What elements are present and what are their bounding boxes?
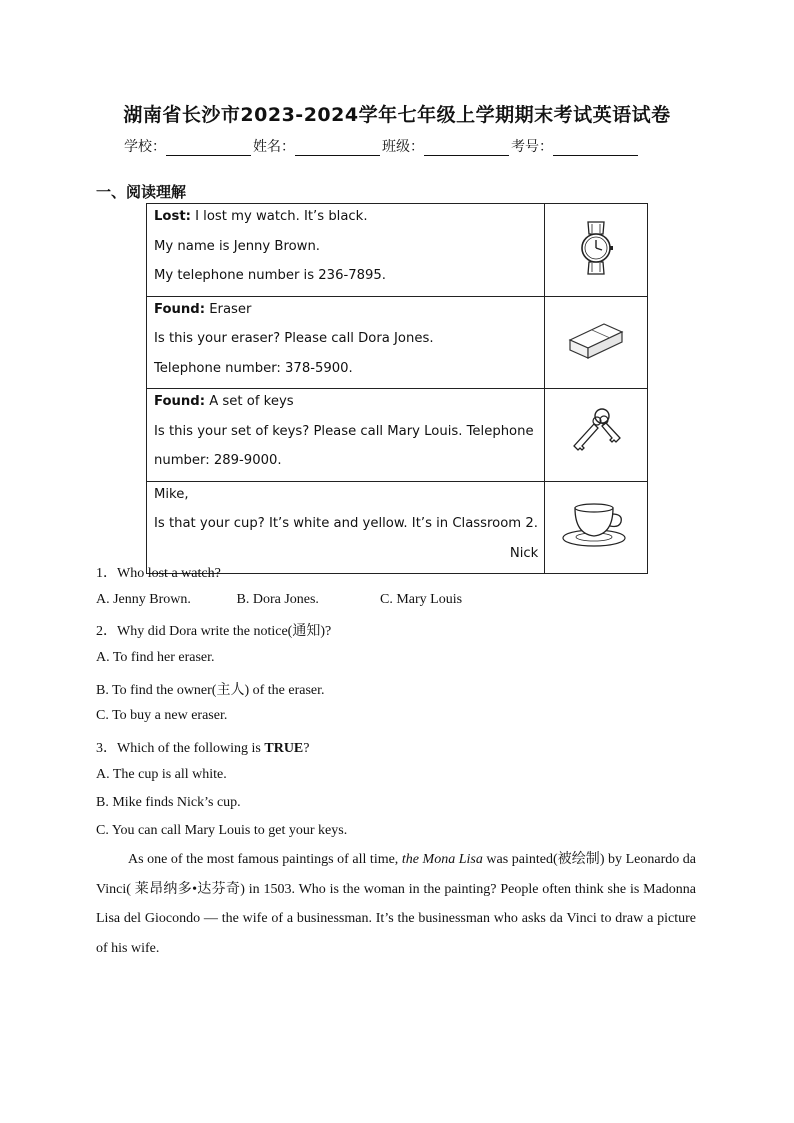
question-1-options [96,592,462,608]
name-label: 姓名： [253,139,295,155]
class-label: 班级： [382,139,424,155]
notice-picture [545,204,648,297]
notice-line: My name is Jenny Brown. [154,238,320,254]
notice-label: Lost: [154,209,191,224]
notice-row-cup [147,481,648,574]
notice-line: Is this your eraser? Please call Dora Jones. [154,331,434,346]
question-1: 1．Who lost a watch? [96,566,221,581]
notice-line: Is this your set of keys? Please call Mary Louis. Telephone [154,423,534,439]
notice-line [154,207,538,237]
question-3-text: 3．Which of the following is [96,741,265,756]
option-b[interactable]: B. Dora Jones. [236,592,319,607]
school-blank[interactable] [166,141,251,156]
notice-signature: Nick [509,545,539,561]
notice-row-found-keys [147,389,648,482]
notice-text [147,296,545,389]
notice-line: number: 289-9000. [154,453,282,468]
notice-line: My telephone number is 236-7895. [154,268,386,283]
notice-picture [545,481,648,574]
notice-line: Telephone number: 378-5900. [154,360,353,376]
notice-picture [545,296,648,389]
keys-icon [566,406,626,460]
question-3 [96,737,310,757]
cup-icon [561,500,631,550]
notice-label: Found: [154,301,206,317]
notice-line [154,300,538,330]
notice-line-text: Eraser [205,301,252,317]
eraser-icon [566,318,626,362]
notice-line-text: A set of keys [205,394,294,409]
watch-icon [576,220,616,276]
option-c[interactable]: C. To buy a new eraser. [96,708,228,723]
section-title: 一、阅读理解 [96,183,187,201]
number-label: 考号： [511,139,553,155]
number-blank[interactable] [553,141,638,156]
class-blank[interactable] [424,141,509,156]
notice-line: Mike, [154,486,189,502]
notice-label: Found: [154,394,206,409]
option-a[interactable]: A. Jenny Brown. [96,592,191,607]
notice-row-found-eraser [147,296,648,389]
notice-text [147,204,545,297]
notice-line: Is that your cup? It’s white and yellow. It’s in Classroom 2. [154,516,538,531]
notice-picture [545,389,648,482]
option-b[interactable]: B. To find the owner(主人) of the eraser. [96,683,325,698]
passage-italic-title: the Mona Lisa [401,852,483,867]
exam-title: 湖南省长沙市2023-2024学年七年级上学期期末考试英语试卷 [123,104,671,126]
option-b[interactable]: B. Mike finds Nick’s cup. [96,795,241,810]
reading-passage [96,845,696,963]
notice-text [147,389,545,482]
notice-line-text: I lost my watch. It’s black. [190,209,368,224]
passage-text: was painted(被绘制) by Leonardo da Vinci( 莱昂纳多•达芬奇) in 1503. Who is the woman in the painting? People often think she is Madonna Lisa del Giocondo — the wife of a businessman. It’s the businessman who asks da Vinci to draw a picture of his wife. [96,852,696,956]
notice-text [147,481,545,574]
question-2: 2．Why did Dora write the notice(通知)? [96,624,332,639]
notice-row-lost-watch [147,204,648,297]
question-3-keyword: TRUE [264,741,304,756]
school-label: 学校： [124,139,166,155]
question-3-mark: ? [303,741,310,756]
option-c[interactable]: C. You can call Mary Louis to get your keys. [96,823,348,838]
option-a[interactable]: A. The cup is all white. [96,767,227,782]
option-c[interactable]: C. Mary Louis [380,592,463,607]
passage-text: As one of the most famous paintings of all time, [128,852,402,867]
student-info-line [124,136,640,156]
option-a[interactable]: A. To find her eraser. [96,650,215,665]
notice-line [154,392,538,422]
name-blank[interactable] [295,141,380,156]
notice-table [146,203,648,574]
